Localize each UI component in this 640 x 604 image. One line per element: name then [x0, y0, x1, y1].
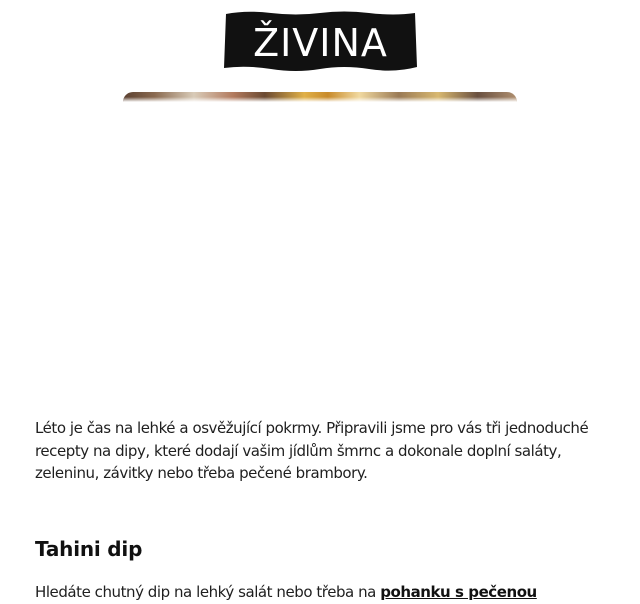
section-paragraph-text: Hledáte chutný dip na lehký salát nebo třeba na [35, 583, 381, 601]
section-heading: Tahini dip [35, 537, 143, 561]
hero-image [123, 92, 517, 102]
zivina-logo[interactable] [222, 10, 419, 73]
logo-wordmark: ŽIVINA [253, 20, 388, 65]
section-paragraph [35, 581, 607, 604]
recipe-link[interactable]: pohanku s pečenou [380, 583, 537, 601]
intro-paragraph: Léto je čas na lehké a osvěžující pokrmy. Připravili jsme pro vás tři jednoduché recepty na dipy, které dodají vašim jídlům šmrnc a dokonale doplní saláty, zeleninu, závitky nebo třeba pečené brambory. [35, 419, 589, 482]
